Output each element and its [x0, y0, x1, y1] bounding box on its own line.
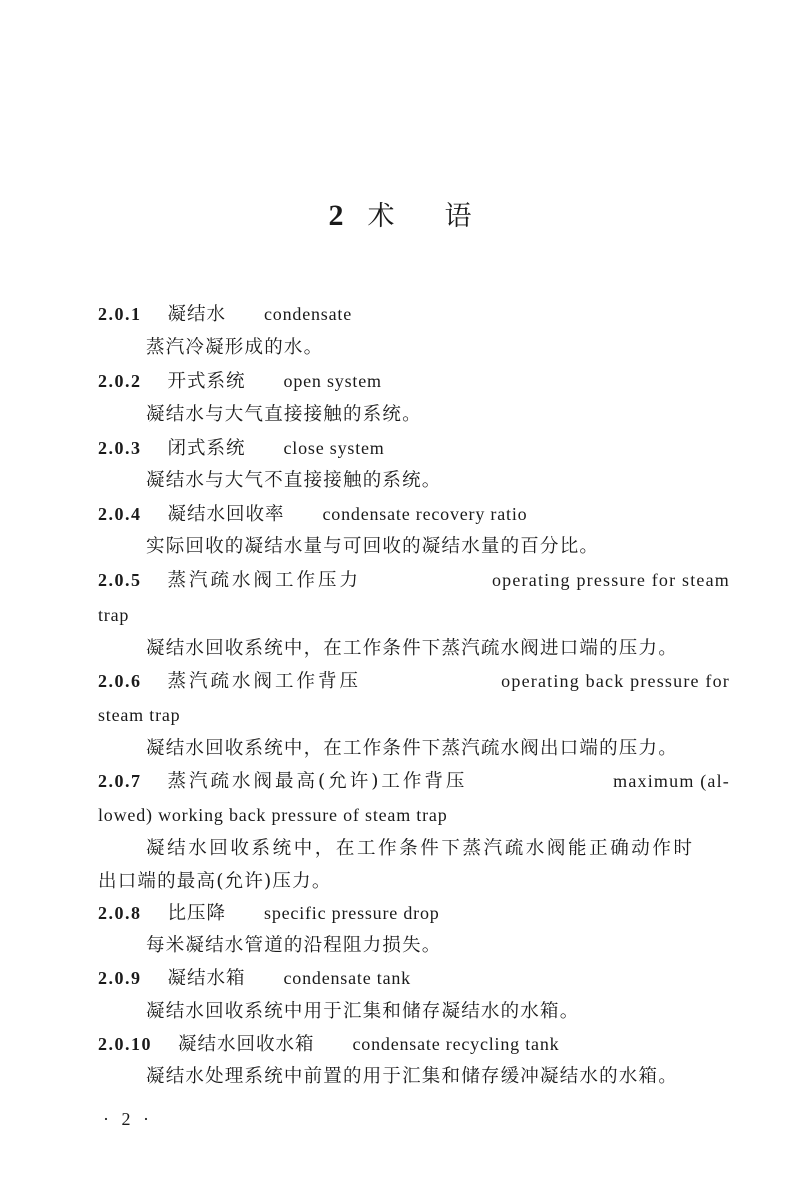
- term-heading-2-0-1: [98, 299, 730, 329]
- term-definition: 实际回收的凝结水量与可回收的凝结水量的百分比。: [146, 536, 600, 557]
- term-chinese: 闭式系统: [167, 438, 246, 459]
- term-definition: 每米凝结水管道的沿程阻力损失。: [146, 935, 442, 956]
- term-english: operating back pressure for: [501, 671, 730, 691]
- term-chinese: 凝结水回收水箱: [178, 1034, 315, 1055]
- term-english: maximum (al-: [613, 771, 730, 791]
- term-english: condensate tank: [283, 968, 411, 988]
- term-english-continuation: trap: [98, 605, 130, 625]
- term-heading-2-0-10: [98, 1029, 730, 1059]
- term-chinese: 凝结水: [167, 304, 227, 325]
- term-number: 2.0.6: [98, 671, 142, 691]
- term-number: 2.0.5: [98, 570, 142, 590]
- term-english: condensate: [264, 304, 352, 324]
- term-heading-2-0-2: [98, 366, 730, 396]
- term-english: operating pressure for steam: [491, 570, 730, 590]
- term-heading-2-0-5: [98, 565, 730, 595]
- term-english: close system: [283, 438, 385, 458]
- term-english-continuation: steam trap: [98, 705, 181, 725]
- term-definition: 凝结水处理系统中前置的用于汇集和储存缓冲凝结水的水箱。: [146, 1066, 678, 1087]
- term-number: 2.0.8: [98, 903, 142, 923]
- term-heading-2-0-7: [98, 766, 730, 796]
- term-chinese: 凝结水箱: [167, 968, 246, 989]
- term-number: 2.0.10: [98, 1034, 152, 1054]
- chapter-number: 2: [328, 199, 344, 232]
- term-chinese: 蒸汽疏水阀最高(允许)工作背压: [167, 771, 468, 792]
- term-chinese: 开式系统: [167, 371, 246, 392]
- term-english: condensate recycling tank: [352, 1034, 560, 1054]
- page-number: · 2 ·: [103, 1109, 153, 1129]
- chapter-title-char-1: 术: [367, 201, 395, 232]
- term-chinese: 蒸汽疏水阀工作压力: [167, 570, 362, 591]
- term-heading-2-0-9: [98, 963, 730, 993]
- term-definition: 凝结水回收系统中，在工作条件下蒸汽疏水阀出口端的压力。: [146, 738, 678, 759]
- term-definition: 凝结水与大气不直接接触的系统。: [146, 470, 442, 491]
- chapter-title-char-2: 语: [444, 201, 472, 232]
- term-english: open system: [283, 371, 382, 391]
- term-english-continuation: lowed) working back pressure of steam trap: [98, 805, 448, 825]
- term-number: 2.0.4: [98, 504, 142, 524]
- term-heading-2-0-3: [98, 433, 730, 463]
- term-number: 2.0.2: [98, 371, 142, 391]
- term-heading-2-0-8: [98, 898, 730, 928]
- term-english: specific pressure drop: [264, 903, 440, 923]
- term-definition: 蒸汽冷凝形成的水。: [146, 337, 324, 358]
- term-definition: 凝结水回收系统中用于汇集和储存凝结水的水箱。: [146, 1001, 580, 1022]
- term-number: 2.0.7: [98, 771, 142, 791]
- term-number: 2.0.1: [98, 304, 142, 324]
- term-chinese: 凝结水回收率: [167, 504, 285, 525]
- term-heading-2-0-6: [98, 666, 730, 696]
- term-heading-2-0-4: [98, 499, 730, 529]
- term-chinese: 蒸汽疏水阀工作背压: [167, 671, 362, 692]
- term-number: 2.0.9: [98, 968, 142, 988]
- term-definition: 凝结水与大气直接接触的系统。: [146, 404, 422, 425]
- term-chinese: 比压降: [167, 903, 227, 924]
- chapter-title: [0, 196, 800, 237]
- term-definition: 凝结水回收系统中，在工作条件下蒸汽疏水阀进口端的压力。: [146, 638, 678, 659]
- term-definition: 凝结水回收系统中，在工作条件下蒸汽疏水阀能正确动作时: [146, 838, 695, 859]
- term-english: condensate recovery ratio: [322, 504, 528, 524]
- term-number: 2.0.3: [98, 438, 142, 458]
- term-definition-continuation: 出口端的最高(允许)压力。: [98, 871, 332, 892]
